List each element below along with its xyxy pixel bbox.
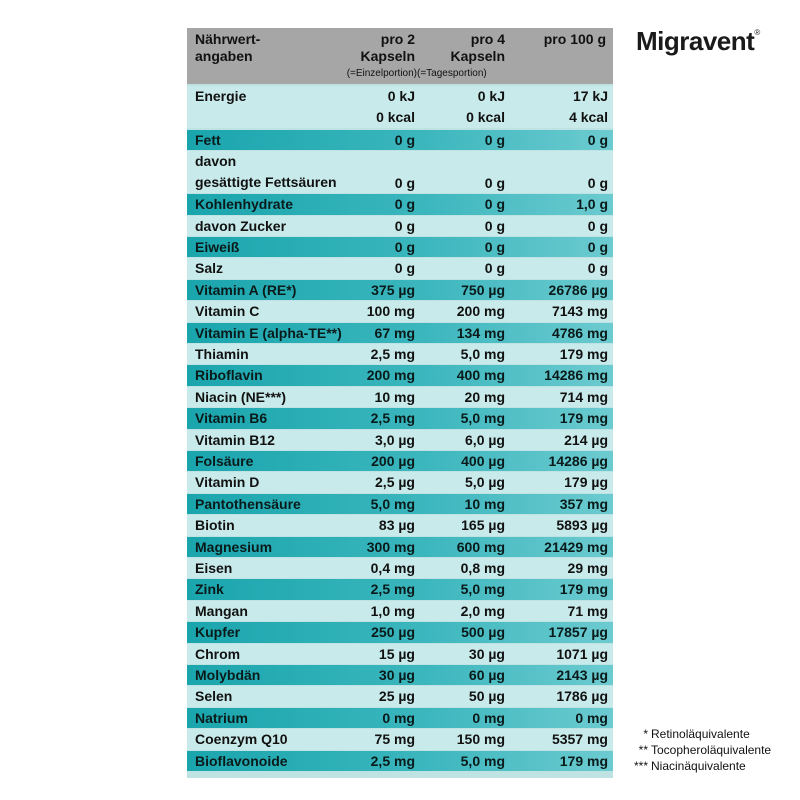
value-per-100g: 0 g: [587, 260, 608, 277]
footnote-marker: **: [638, 743, 648, 757]
value-per-2-capsules: 2,5 mg: [370, 410, 415, 427]
energy-kcal-2: 0 kcal: [466, 109, 505, 125]
table-row: [187, 601, 613, 621]
footnote-item: [620, 742, 771, 758]
nutrient-name: Niacin (NE***): [195, 388, 287, 405]
energy-kj-3: 17 kJ: [572, 88, 608, 104]
value-per-2-capsules: 67 mg: [374, 324, 415, 341]
table-row: [187, 151, 613, 193]
header-nutrients: Nährwert- angaben: [195, 31, 261, 64]
nutrient-name: Vitamin B6: [195, 410, 268, 427]
value-per-100g: 0 g: [587, 217, 608, 234]
value-per-4-capsules: 5,0 µg: [465, 474, 505, 491]
value-per-2-capsules: 0 g: [394, 174, 415, 191]
nutrient-name: Coenzym Q10: [195, 731, 288, 748]
header-per-4-capsules: pro 4 Kapseln: [450, 31, 505, 64]
table-row: [187, 708, 613, 728]
value-per-100g: 5357 mg: [551, 731, 608, 748]
value-per-2-capsules: 100 mg: [366, 303, 415, 320]
table-row: [187, 515, 613, 535]
value-per-2-capsules: 375 µg: [371, 281, 415, 298]
value-per-4-capsules: 400 mg: [456, 367, 505, 384]
value-per-100g: 357 mg: [559, 495, 608, 512]
value-per-4-capsules: 500 µg: [461, 624, 505, 641]
nutrient-name: Riboflavin: [195, 367, 263, 384]
value-per-100g: 7143 mg: [551, 303, 608, 320]
table-row: [187, 558, 613, 578]
value-per-2-capsules: 15 µg: [378, 645, 415, 662]
nutrient-name: Vitamin B12: [195, 431, 275, 448]
table-row: [187, 472, 613, 492]
value-per-4-capsules: 10 mg: [464, 495, 505, 512]
nutrient-name: Eiweiß: [195, 239, 240, 255]
value-per-4-capsules: 0 g: [484, 217, 505, 234]
nutrient-name: Pantothensäure: [195, 495, 301, 512]
table-row: [187, 130, 613, 150]
nutrient-name: Kohlenhydrate: [195, 196, 294, 213]
value-per-4-capsules: 50 µg: [468, 688, 505, 705]
value-per-100g: 14286 mg: [544, 367, 608, 384]
nutrient-name: Salz: [195, 260, 224, 277]
nutrient-name: Mangan: [195, 602, 248, 619]
value-per-100g: 179 mg: [559, 581, 608, 598]
value-per-2-capsules: 300 mg: [366, 538, 415, 555]
value-per-100g: 214 µg: [564, 431, 608, 448]
footnote-text: Tocopheroläquivalente: [651, 743, 772, 757]
nutrient-name: Folsäure: [195, 453, 254, 469]
value-per-4-capsules: 2,0 mg: [460, 602, 505, 619]
brand-logo: [636, 26, 760, 57]
table-row: [187, 237, 613, 257]
value-per-2-capsules: 0,4 mg: [370, 560, 415, 576]
footnote-item: [620, 758, 771, 774]
value-per-4-capsules: 134 mg: [456, 324, 505, 341]
value-per-100g: 0 mg: [575, 709, 608, 726]
value-per-2-capsules: 5,0 mg: [370, 495, 415, 512]
table-row: [187, 194, 613, 214]
table-row: [187, 365, 613, 385]
value-per-2-capsules: 1,0 mg: [370, 602, 415, 619]
nutrient-name: Molybdän: [195, 667, 261, 683]
value-per-4-capsules: 5,0 mg: [460, 346, 505, 362]
table-row: [187, 451, 613, 471]
footnotes: [620, 726, 771, 774]
nutrient-name: Bioflavonoide: [195, 752, 288, 769]
value-per-2-capsules: 0 g: [394, 217, 415, 234]
value-per-2-capsules: 0 mg: [382, 709, 415, 726]
value-per-100g: 14286 µg: [548, 453, 608, 469]
energy-row: [187, 86, 613, 128]
table-row: [187, 579, 613, 599]
value-per-100g: 179 µg: [564, 474, 608, 491]
value-per-100g: 21429 mg: [544, 538, 608, 555]
value-per-4-capsules: 600 mg: [456, 538, 505, 555]
nutrient-name: Selen: [195, 688, 233, 705]
value-per-2-capsules: 2,5 µg: [375, 474, 415, 491]
nutrient-name: Thiamin: [195, 346, 249, 362]
nutrient-name: Zink: [195, 581, 224, 598]
table-row: [187, 280, 613, 300]
value-per-2-capsules: 200 µg: [371, 453, 415, 469]
value-per-4-capsules: 0 g: [484, 132, 505, 148]
table-row: [187, 301, 613, 321]
value-per-2-capsules: 0 g: [394, 260, 415, 277]
value-per-2-capsules: 10 mg: [374, 388, 415, 405]
value-per-4-capsules: 0 mg: [472, 709, 505, 726]
nutrient-name: Kupfer: [195, 624, 241, 641]
nutrient-name: Natrium: [195, 709, 248, 726]
value-per-4-capsules: 60 µg: [468, 667, 505, 683]
nutrition-table: [187, 28, 613, 778]
nutrient-name: Vitamin E (alpha-TE**): [195, 324, 342, 341]
header-per-100g: pro 100 g: [543, 31, 606, 47]
value-per-2-capsules: 200 mg: [366, 367, 415, 384]
nutrient-name: Fett: [195, 132, 221, 148]
value-per-100g: 179 mg: [559, 752, 608, 769]
energy-kj-2: 0 kJ: [477, 88, 505, 104]
nutrient-name: Chrom: [195, 645, 241, 662]
nutrient-name: Eisen: [195, 560, 233, 576]
brand-name: Migravent: [636, 26, 755, 56]
table-row: [187, 216, 613, 236]
table-row: [187, 644, 613, 664]
nutrient-name: Vitamin A (RE*): [195, 281, 297, 298]
value-per-4-capsules: 150 mg: [456, 731, 505, 748]
table-row: [187, 408, 613, 428]
footnote-text: Niacinäquivalente: [651, 759, 746, 773]
energy-kcal-1: 0 kcal: [376, 109, 415, 125]
table-row: [187, 537, 613, 557]
value-per-100g: 179 mg: [559, 346, 608, 362]
value-per-2-capsules: 0 g: [394, 196, 415, 213]
footnote-marker: ***: [633, 759, 648, 773]
nutrient-name: Magnesium: [195, 538, 273, 555]
value-per-100g: 17857 µg: [548, 624, 608, 641]
value-per-100g: 0 g: [587, 132, 608, 148]
value-per-4-capsules: 200 mg: [456, 303, 505, 320]
value-per-2-capsules: 2,5 mg: [370, 752, 415, 769]
value-per-100g: 5893 µg: [556, 517, 608, 534]
table-row: [187, 344, 613, 364]
value-per-100g: 29 mg: [567, 560, 608, 576]
value-per-100g: 714 mg: [559, 388, 608, 405]
value-per-4-capsules: 165 µg: [461, 517, 505, 534]
value-per-4-capsules: 30 µg: [468, 645, 505, 662]
table-header: [187, 28, 613, 84]
registered-mark: ®: [754, 28, 760, 37]
value-per-2-capsules: 2,5 mg: [370, 581, 415, 598]
footnote-text: Retinoläquivalente: [651, 727, 750, 741]
table-row: [187, 622, 613, 642]
value-per-4-capsules: 6,0 µg: [465, 431, 505, 448]
value-per-2-capsules: 30 µg: [378, 667, 415, 683]
value-per-100g: 0 g: [587, 239, 608, 255]
table-row: [187, 387, 613, 407]
value-per-100g: 179 mg: [559, 410, 608, 427]
header-single-portion: (=Einzelportion): [346, 68, 417, 79]
value-per-2-capsules: 2,5 mg: [370, 346, 415, 362]
value-per-4-capsules: 0 g: [484, 174, 505, 191]
value-per-100g: 1071 µg: [556, 645, 608, 662]
value-per-2-capsules: 0 g: [394, 239, 415, 255]
value-per-100g: 1786 µg: [556, 688, 608, 705]
footnote-marker: *: [643, 727, 648, 741]
energy-kj-1: 0 kJ: [387, 88, 415, 104]
table-row: [187, 430, 613, 450]
footnote-item: [620, 726, 771, 742]
value-per-4-capsules: 0 g: [484, 239, 505, 255]
value-per-4-capsules: 0,8 mg: [460, 560, 505, 576]
table-row: [187, 494, 613, 514]
nutrient-name: davon gesättigte Fettsäuren: [195, 153, 337, 191]
value-per-4-capsules: 20 mg: [464, 388, 505, 405]
value-per-4-capsules: 0 g: [484, 260, 505, 277]
value-per-4-capsules: 0 g: [484, 196, 505, 213]
value-per-100g: 1,0 g: [576, 196, 608, 213]
value-per-2-capsules: 25 µg: [378, 688, 415, 705]
value-per-2-capsules: 250 µg: [371, 624, 415, 641]
value-per-100g: 0 g: [587, 174, 608, 191]
value-per-100g: 71 mg: [567, 602, 608, 619]
nutrient-name: Biotin: [195, 517, 235, 534]
table-row: [187, 686, 613, 706]
value-per-2-capsules: 3,0 µg: [375, 431, 415, 448]
table-row: [187, 751, 613, 771]
value-per-2-capsules: 83 µg: [378, 517, 415, 534]
value-per-100g: 26786 µg: [548, 281, 608, 298]
table-row: [187, 323, 613, 343]
energy-kcal-3: 4 kcal: [569, 109, 608, 125]
nutrient-name: Vitamin C: [195, 303, 260, 320]
value-per-100g: 2143 µg: [556, 667, 608, 683]
header-daily-portion: (=Tagesportion): [417, 68, 487, 79]
energy-label: Energie: [195, 88, 247, 104]
table-row: [187, 729, 613, 749]
value-per-4-capsules: 5,0 mg: [460, 410, 505, 427]
value-per-4-capsules: 750 µg: [461, 281, 505, 298]
value-per-2-capsules: 75 mg: [374, 731, 415, 748]
value-per-2-capsules: 0 g: [394, 132, 415, 148]
value-per-4-capsules: 5,0 mg: [460, 581, 505, 598]
value-per-4-capsules: 5,0 mg: [460, 752, 505, 769]
value-per-100g: 4786 mg: [551, 324, 608, 341]
nutrient-name: davon Zucker: [195, 217, 287, 234]
header-per-2-capsules: pro 2 Kapseln: [360, 31, 415, 64]
table-row: [187, 258, 613, 278]
nutrient-name: Vitamin D: [195, 474, 260, 491]
value-per-4-capsules: 400 µg: [461, 453, 505, 469]
table-row: [187, 665, 613, 685]
